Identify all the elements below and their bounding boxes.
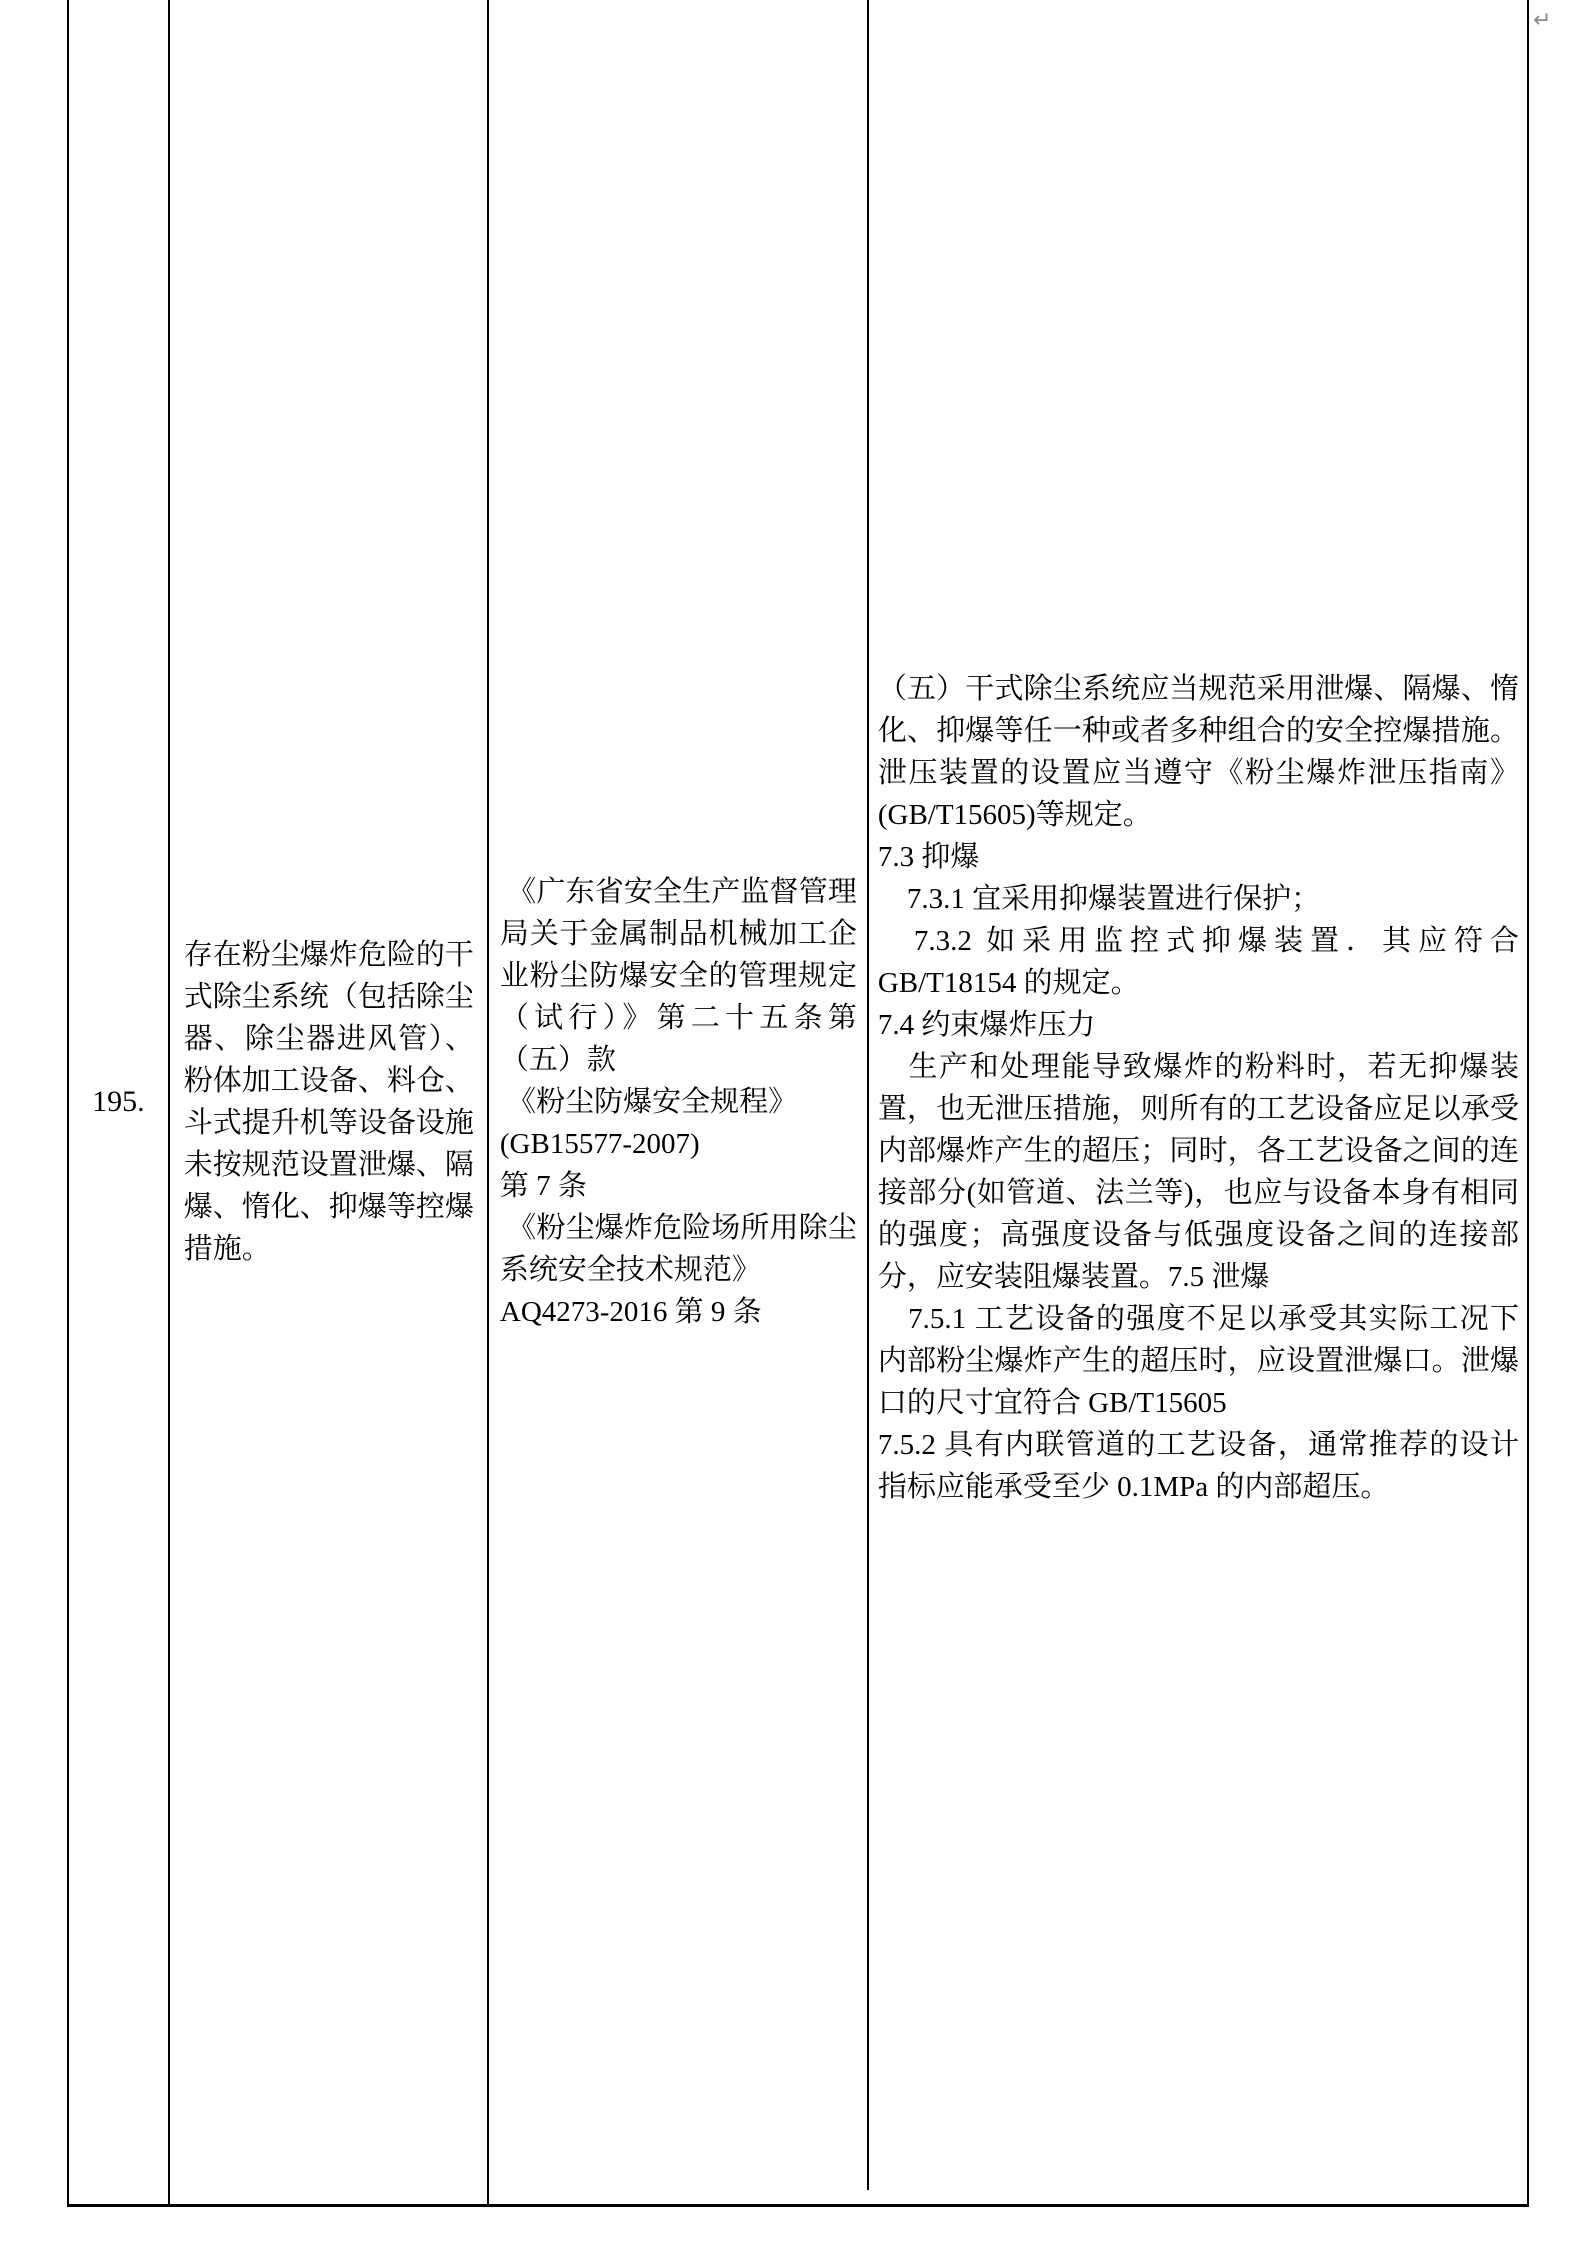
inspection-table: [67, 0, 1529, 2207]
legal-basis-item: AQ4273-2016 第 9 条: [499, 1296, 762, 1328]
paragraph-mark-icon: ↵: [1533, 8, 1552, 33]
detail-paragraph: 7.3 抑爆: [877, 841, 980, 873]
legal-basis-cell: [487, 0, 867, 2204]
inspection-detail-cell: [867, 0, 1527, 2190]
row-number-cell: [69, 0, 168, 2204]
legal-basis-item: (GB15577-2007): [499, 1128, 700, 1160]
legal-basis-item: 《粉尘防爆安全规程》: [499, 1086, 798, 1118]
problem-description-cell: [168, 0, 487, 2204]
row-number: 195.: [92, 1085, 145, 1118]
detail-paragraph: 7.3.1 宜采用抑爆装置进行保护；: [877, 883, 1321, 915]
legal-basis-item: 《广东省安全生产监督管理局关于金属制品机械加工企业粉尘防爆安全的管理规定（试行）》第二十五条第（五）款: [499, 876, 857, 1076]
problem-description-text: 存在粉尘爆炸危险的干式除尘系统（包括除尘器、除尘器进风管）、粉体加工设备、料仓、斗式提升机等设备设施未按规范设置泄爆、隔爆、惰化、抑爆等控爆措施。: [183, 939, 474, 1265]
detail-paragraph: 7.3.2 如采用监控式抑爆装置．其应符合 GB/T18154 的规定。: [877, 925, 1527, 999]
legal-basis-item: 《粉尘爆炸危险场所用除尘系统安全技术规范》: [499, 1212, 857, 1286]
detail-paragraph: 7.5.2 具有内联管道的工艺设备，通常推荐的设计指标应能承受至少 0.1MPa 的内部超压。: [877, 1429, 1519, 1503]
detail-paragraph: 7.4 约束爆炸压力: [877, 1009, 1096, 1041]
legal-basis-item: 第 7 条: [499, 1170, 587, 1202]
detail-paragraph: 7.5.1 工艺设备的强度不足以承受其实际工况下内部粉尘爆炸产生的超压时，应设置泄爆口。泄爆口的尺寸宜符合 GB/T15605: [877, 1303, 1519, 1419]
detail-paragraph: （五）干式除尘系统应当规范采用泄爆、隔爆、惰化、抑爆等任一种或者多种组合的安全控爆措施。泄压装置的设置应当遵守《粉尘爆炸泄压指南》(GB/T15605)等规定。: [877, 673, 1519, 831]
detail-paragraph: 生产和处理能导致爆炸的粉料时，若无抑爆装置，也无泄压措施，则所有的工艺设备应足以承受内部爆炸产生的超压；同时，各工艺设备之间的连接部分(如管道、法兰等)，也应与设备本身有相同的强度；高强度设备与低强度设备之间的连接部分，应安装阻爆装置。7.5 泄爆: [877, 1051, 1519, 1293]
